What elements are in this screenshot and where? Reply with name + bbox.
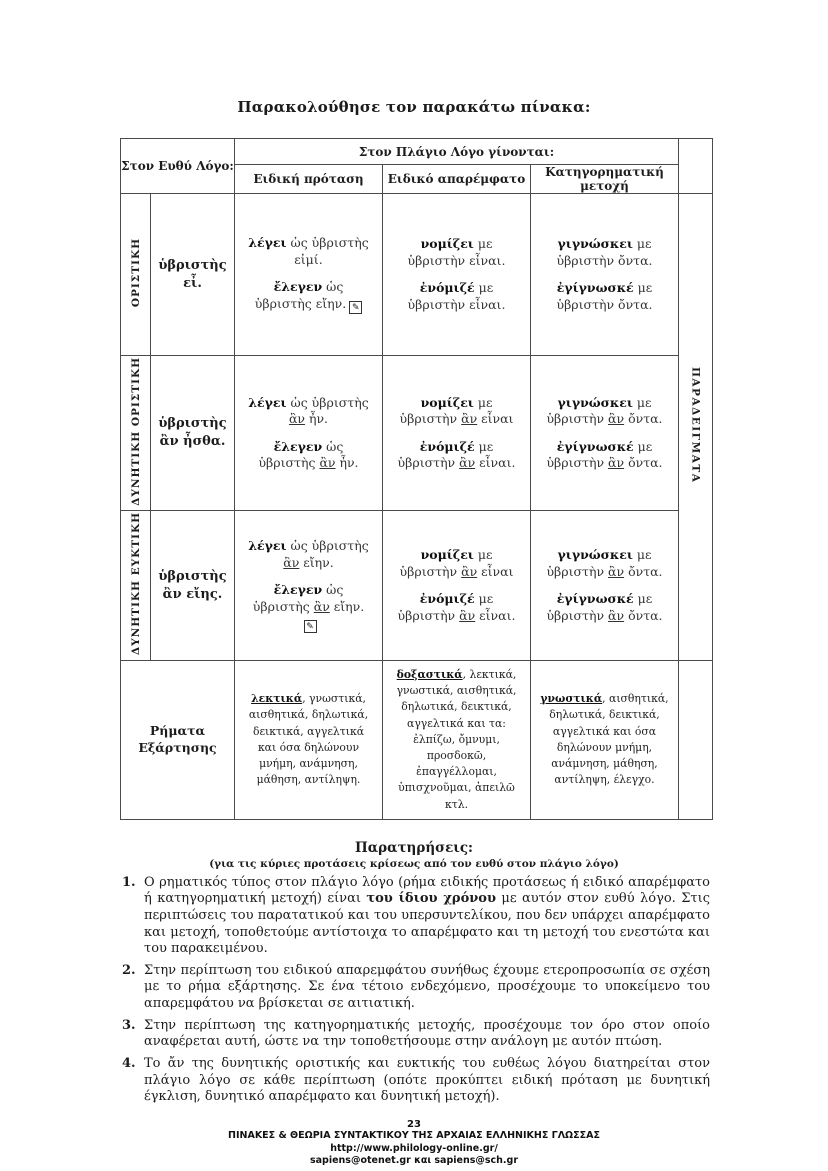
example-line: ἐνόμιζέ με ὑβριστὴν ἂν εἶναι. <box>397 591 516 623</box>
mood-label-dynitiki-euktiki: ΔΥΝΗΤΙΚΗ ΕΥΚΤΙΚΗ <box>121 511 151 661</box>
example-line: λέγει ὡς ὑβριστὴς ἂν εἴην. <box>248 538 369 570</box>
example-line: λέγει ὡς ὑβριστὴς ἂν ἦν. <box>248 394 369 426</box>
example-line: ἔλεγεν ὡς ὑβριστὴς ἂν ἦν. <box>258 438 359 470</box>
example-line: νομίζει με ὑβριστὴν ἂν εἶναι <box>399 394 514 426</box>
page-number: 23 <box>407 1118 421 1130</box>
direct-example-dynitiki-oristiki: ὑβριστὴς ἂν ἦσθα. <box>151 356 235 511</box>
note-text: Ο ρηματικός τύπος στον πλάγιο λόγο (ρήμα ειδικής προτάσεως ή ειδικό απαρέμφατο ή κατηγορηματική μετοχή) είναι του ίδιου χρόνου με αυτόν στον ευθύ λόγο. Στις περιπτώσεις του παρατατικού και του υπερσυντελίκου, που δεν υπάρχει απαρέμφατο και μετοχή, τοποθετούμε αντίστοιχα το απαρέμφατο και τη μετοχή του ενεστώτα και του παρακειμένου. <box>144 874 710 957</box>
mood-label-oristiki: ΟΡΙΣΤΙΚΗ <box>121 194 151 356</box>
empty-cell <box>679 661 713 820</box>
example-line: ἔλεγεν ὡς ὑβριστὴς εἴην. ✎ <box>245 279 372 314</box>
note-number: 4. <box>122 1055 136 1071</box>
mood-label-dynitiki-oristiki: ΔΥΝΗΤΙΚΗ ΟΡΙΣΤΙΚΗ <box>121 356 151 511</box>
example-line: ἔλεγεν ὡς ὑβριστὴς ἂν εἴην.✎ <box>252 582 365 632</box>
example-line: ἐνόμιζέ με ὑβριστὴν ἂν εἶναι. <box>397 438 516 470</box>
footer-emails: sapiens@otenet.gr και sapiens@sch.gr <box>309 1155 519 1167</box>
dependency-verbs-label: Ρήματα Εξάρτησης <box>121 661 235 820</box>
header-predicative-participle: Κατηγορηματική μετοχή <box>531 165 679 194</box>
notes-heading: Παρατηρήσεις: <box>354 839 474 856</box>
empty-cell <box>679 139 713 194</box>
dependency-verbs-metochi: γνωστικά, αισθητικά, δηλωτικά, δεικτικά, αγγελτικά και όσα δηλώνουν μνήμη, ανάμνηση, μάθηση, αντίληψη, έλεγχο. <box>531 661 679 820</box>
example-line: ἐγίγνωσκέ με ὑβριστὴν ἂν ὄντα. <box>546 438 663 470</box>
cell-katigorimatiki-metochi-row2 <box>531 356 679 511</box>
cell-eidiko-aparemfato-row1 <box>383 194 531 356</box>
note-text: Στην περίπτωση της κατηγορηματικής μετοχής, προσέχουμε τον όρο στον οποίο αναφέρεται αυτή, ώστε να την τοποθετήσουμε στην ανάλογη με αυτόν πτώση. <box>144 1017 710 1050</box>
notes-subheading: (για τις κύριες προτάσεις κρίσεως από τον ευθύ στον πλάγιο λόγο) <box>209 857 619 870</box>
notes-section <box>118 840 710 1106</box>
note-number: 2. <box>122 962 136 978</box>
paradeigmata-label: ΠΑΡΑΔΕΙΓΜΑΤΑ <box>679 194 713 661</box>
note-text: Το ἄν της δυνητικής οριστικής και ευκτικής του ευθέως λόγου διατηρείται στον πλάγιο λόγο σε κάθε περίπτωση (οπότε προκύπτει ειδική πρόταση με δυνητική έγκλιση, δυνητικό απαρέμφατο και δυνητική μετοχή). <box>144 1055 710 1105</box>
example-line: ἐνόμιζέ με ὑβριστὴν εἶναι. <box>407 280 506 312</box>
margin-note-icon: ✎ <box>304 620 317 633</box>
page-title: Παρακολούθησε τον παρακάτω πίνακα: <box>237 98 591 116</box>
dependency-verbs-aparemfato: δοξαστικά, λεκτικά, γνωστικά, αισθητικά, δηλωτικά, δεικτικά, αγγελτικά και τα: ἐλπίζω, ὄμνυμι, προσδοκῶ, ἐπαγγέλλομαι, ὑπισχνοῦμαι, ἀπειλῶ κτλ. <box>383 661 531 820</box>
example-line: γιγνώσκει με ὑβριστὴν ὄντα. <box>556 236 653 268</box>
note-number: 1. <box>122 874 136 890</box>
footer-url: http://www.philology-online.gr/ <box>330 1142 498 1154</box>
header-special-infinitive: Ειδικό απαρέμφατο <box>383 165 531 194</box>
cell-eidiko-aparemfato-row2 <box>383 356 531 511</box>
header-indirect-speech: Στον Πλάγιο Λόγο γίνονται: <box>235 139 679 165</box>
example-line: λέγει ὡς ὑβριστὴς εἰμί. <box>248 235 369 267</box>
cell-katigorimatiki-metochi-row1 <box>531 194 679 356</box>
note-number: 3. <box>122 1017 136 1033</box>
note-item-2 <box>118 963 710 1013</box>
cell-eidiki-protasi-row1 <box>235 194 383 356</box>
example-line: γιγνώσκει με ὑβριστὴν ἂν ὄντα. <box>546 394 663 426</box>
cell-eidiko-aparemfato-row3 <box>383 511 531 661</box>
example-line: γιγνώσκει με ὑβριστὴν ἂν ὄντα. <box>546 547 663 579</box>
note-item-4 <box>118 1056 710 1106</box>
cell-eidiki-protasi-row2 <box>235 356 383 511</box>
cell-katigorimatiki-metochi-row3 <box>531 511 679 661</box>
example-line: ἐγίγνωσκέ με ὑβριστὴν ἂν ὄντα. <box>546 591 663 623</box>
footer-title: ΠΙΝΑΚΕΣ & ΘΕΩΡΙΑ ΣΥΝΤΑΚΤΙΚΟΥ ΤΗΣ ΑΡΧΑΙΑΣ ΕΛΛΗΝΙΚΗΣ ΓΛΩΣΣΑΣ <box>228 1129 600 1141</box>
indirect-speech-table <box>120 138 713 820</box>
note-text: Στην περίπτωση του ειδικού απαρεμφάτου συνήθως έχουμε ετεροπροσωπία σε σχέση με το ρήμα εξάρτησης. Σε ένα τέτοιο ενδεχόμενο, προσέχουμε το υποκείμενο του απαρεμφάτου να βρίσκεται σε αιτιατική. <box>144 962 710 1012</box>
margin-note-icon: ✎ <box>349 301 362 314</box>
header-direct-speech: Στον Ευθύ Λόγο: <box>121 139 235 194</box>
dependency-verbs-eidiki: λεκτικά, γνωστικά, αισθητικά, δηλωτικά, δεικτικά, αγγελτικά και όσα δηλώνουν μνήμη, ανάμνηση, μάθηση, αντίληψη. <box>235 661 383 820</box>
note-item-3 <box>118 1018 710 1051</box>
example-line: νομίζει με ὑβριστὴν ἂν εἶναι <box>399 547 514 579</box>
cell-eidiki-protasi-row3 <box>235 511 383 661</box>
direct-example-oristiki: ὑβριστὴς εἶ. <box>151 194 235 356</box>
page-footer <box>0 1119 828 1168</box>
header-special-clause: Ειδική πρόταση <box>235 165 383 194</box>
note-item-1 <box>118 875 710 958</box>
direct-example-dynitiki-euktiki: ὑβριστὴς ἂν εἴης. <box>151 511 235 661</box>
example-line: ἐγίγνωσκέ με ὑβριστὴν ὄντα. <box>556 280 653 312</box>
example-line: νομίζει με ὑβριστὴν εἶναι. <box>407 236 506 268</box>
